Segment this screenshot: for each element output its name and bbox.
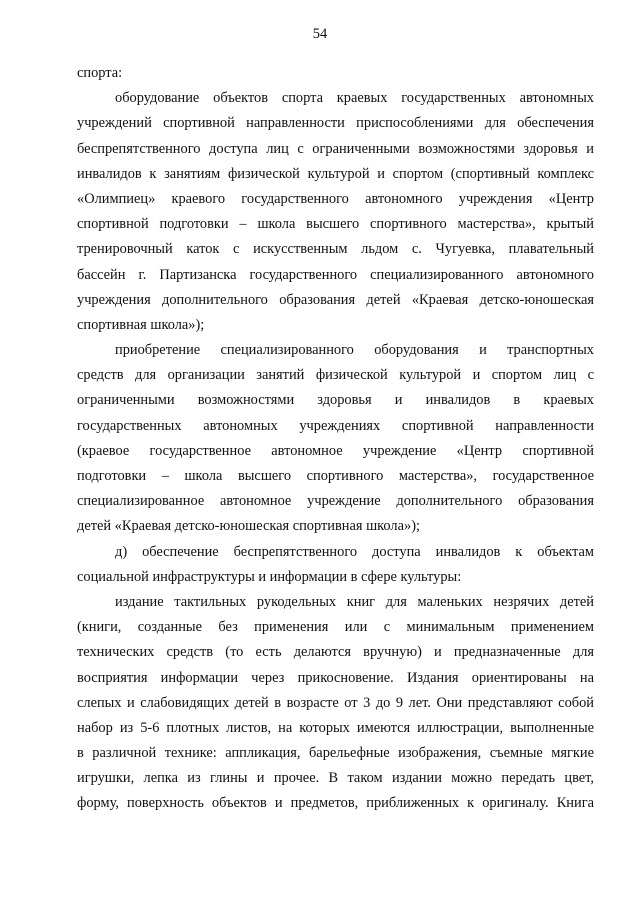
text-line: в различной технике: аппликация, барельефные изображения, съемные мягкие [77,745,594,762]
paragraph-sport-continuation [77,61,594,86]
text-line: средств для организации занятий физической культурой и спортом лиц с [77,367,594,384]
text-line: государственных автономных учреждениях спортивной направленности [77,417,594,434]
text-line: издание тактильных рукодельных книг для маленьких незрячих детей [115,593,594,610]
text-line: тренировочный каток с искусственным льдом с. Чугуевка, плавательный [77,241,594,258]
text-line: детей «Краевая детско-юношеская спортивная школа»); [77,518,420,535]
document-body [77,61,594,817]
text-line: (книги, созданные без применения или с минимальным применением [77,619,594,636]
text-line: специализированное автономное учреждение дополнительного образования [77,493,594,510]
text-line: д) обеспечение беспрепятственного доступа инвалидов к объектам [115,543,594,560]
text-line: социальной инфраструктуры и информации в сфере культуры: [77,568,462,585]
paragraph-sports-facilities-equipment [77,86,594,338]
paragraph-tactile-books [77,590,594,817]
text-line: игрушки, лепка из глины и прочее. В таком издании можно передать цвет, [77,770,594,787]
text-line: спортивной подготовки – школа высшего спортивного мастерства», крытый [77,216,594,233]
paragraph-equipment-purchase [77,338,594,540]
text-line: спорта: [77,65,123,81]
text-line: беспрепятственного доступа лиц с ограниченными возможностями здоровья и [77,140,594,157]
text-line: восприятия информации через прикосновение. Издания ориентированы на [77,669,594,686]
text-line: подготовки – школа высшего спортивного мастерства», государственное [77,468,594,484]
text-line: учреждений спортивной направленности приспособлениями для обеспечения [77,115,594,132]
text-line: приобретение специализированного оборудования и транспортных [115,342,594,359]
text-line: спортивная школа»); [77,316,205,333]
text-line: бассейн г. Партизанска государственного специализированного автономного [77,266,594,283]
text-line: (краевое государственное автономное учреждение «Центр спортивной [77,442,594,459]
text-line: учреждения дополнительного образования детей «Краевая детско-юношеская [77,291,594,308]
text-line: набор из 5-6 плотных листов, на которых имеются иллюстрации, выполненные [77,719,594,736]
text-line: ограниченными возможностями здоровья и инвалидов в краевых [77,392,594,409]
paragraph-culture-access [77,540,594,590]
text-line: оборудование объектов спорта краевых государственных автономных [115,90,594,107]
text-line: слепых и слабовидящих детей в возрасте от 3 до 9 лет. Они представляют собой [77,694,594,711]
text-line: инвалидов к занятиям физической культурой и спортом (спортивный комплекс [77,165,594,182]
text-line: «Олимпиец» краевого государственного автономного учреждения «Центр [77,190,594,207]
page-number: 54 [312,26,328,42]
text-line: форму, поверхность объектов и предметов, приближенных к оригиналу. Книга [77,795,594,812]
text-line: технических средств (то есть делаются вручную) и предназначенные для [77,644,594,661]
